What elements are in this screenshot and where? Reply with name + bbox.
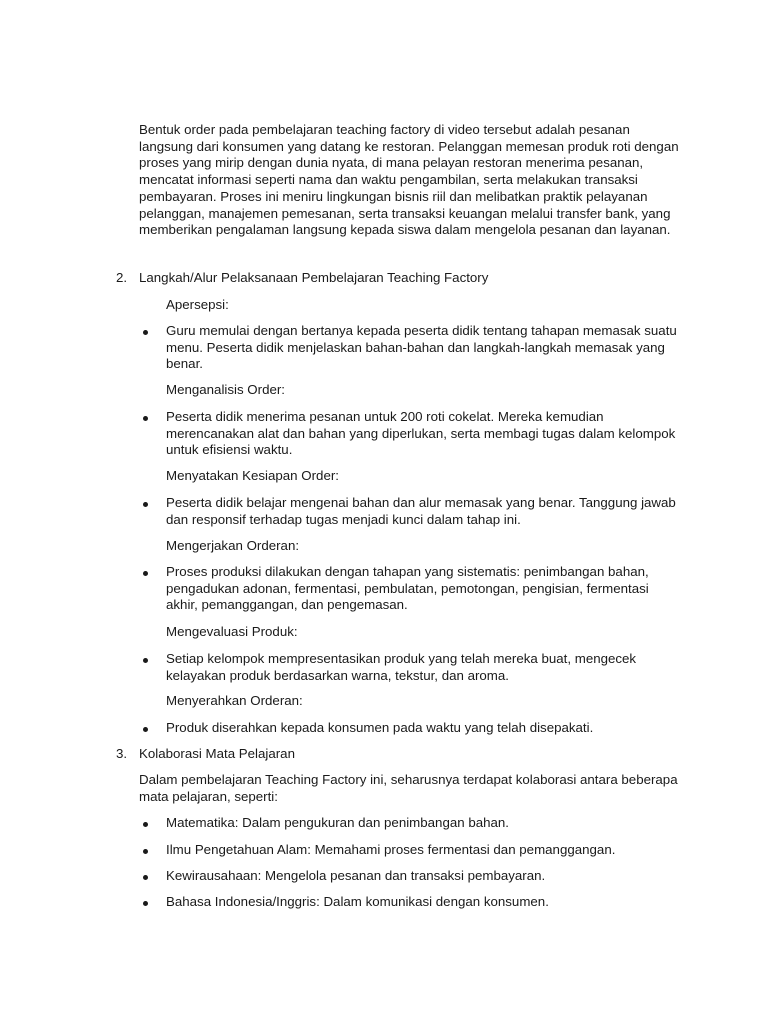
step-heading-apersepsi: Apersepsi: [166,297,229,312]
step-bullet-menganalisis-order [143,409,678,459]
section-2-number: 2. [116,270,128,285]
bullet-icon [143,502,148,507]
section-3-number: 3. [116,746,128,761]
bullet-text: Peserta didik belajar mengenai bahan dan alur memasak yang benar. Tanggung jawab dan responsif terhadap tugas menjadi kunci dalam tahap ini. [166,495,676,527]
bullet-text: Proses produksi dilakukan dengan tahapan yang sistematis: penimbangan bahan, pengadukan adonan, fermentasi, pembulatan, pemotongan, pengisian, fermentasi akhir, pemanggangan, dan pengemasan. [166,564,649,613]
bullet-icon [143,727,148,732]
bullet-icon [143,901,148,906]
collab-bullet-bahasa [143,894,678,911]
bullet-icon [143,822,148,827]
bullet-icon [143,571,148,576]
bullet-icon [143,875,148,880]
bullet-text: Produk diserahkan kepada konsumen pada waktu yang telah disepakati. [166,720,594,735]
bullet-text: Guru memulai dengan bertanya kepada peserta didik tentang tahapan memasak suatu menu. Peserta didik menjelaskan bahan-bahan dan langkah-langkah memasak yang benar. [166,323,677,372]
bullet-icon [143,416,148,421]
step-bullet-mengerjakan-orderan [143,564,678,614]
intro-paragraph: Bentuk order pada pembelajaran teaching factory di video tersebut adalah pesanan langsung dari konsumen yang datang ke restoran. Pelanggan memesan produk roti dengan proses yang mirip dengan dunia nyata, di mana pelayan restoran menerima pesanan, mencatat informasi seperti nama dan waktu pengambilan, serta melakukan transaksi pembayaran. Proses ini meniru lingkungan bisnis riil dan melibatkan praktik pelayanan pelanggan, manajemen pemesanan, serta transaksi keuangan melalui transfer bank, yang memberikan pengalaman langsung kepada siswa dalam mengelola pesanan dan layanan. [139,122,679,238]
section-3-heading [116,746,295,763]
step-bullet-kesiapan-order [143,495,678,528]
bullet-icon [143,330,148,335]
step-heading-mengerjakan-orderan: Mengerjakan Orderan: [166,538,300,553]
bullet-text: Peserta didik menerima pesanan untuk 200 roti cokelat. Mereka kemudian merencanakan alat dan bahan yang diperlukan, serta membagi tugas dalam kelompok untuk efisiensi waktu. [166,409,676,458]
bullet-text: Setiap kelompok mempresentasikan produk yang telah mereka buat, mengecek kelayakan produk berdasarkan warna, tekstur, dan aroma. [166,651,637,683]
bullet-text: Ilmu Pengetahuan Alam: Memahami proses fermentasi dan pemanggangan. [166,842,616,857]
step-heading-menyerahkan-orderan: Menyerahkan Orderan: [166,693,303,708]
collab-bullet-ipa [143,842,678,859]
bullet-icon [143,849,148,854]
section-3-title: Kolaborasi Mata Pelajaran [139,746,295,761]
section-2-heading [116,270,488,287]
step-bullet-mengevaluasi-produk [143,651,678,684]
bullet-text: Matematika: Dalam pengukuran dan penimbangan bahan. [166,815,509,830]
section-3-paragraph: Dalam pembelajaran Teaching Factory ini, seharusnya terdapat kolaborasi antara beberapa mata pelajaran, seperti: [139,772,678,804]
step-heading-menganalisis-order: Menganalisis Order: [166,382,285,397]
collab-bullet-matematika [143,815,678,832]
bullet-text: Bahasa Indonesia/Inggris: Dalam komunikasi dengan konsumen. [166,894,549,909]
step-bullet-apersepsi [143,323,678,373]
bullet-text: Kewirausahaan: Mengelola pesanan dan transaksi pembayaran. [166,868,546,883]
section-2-title: Langkah/Alur Pelaksanaan Pembelajaran Teaching Factory [139,270,489,285]
collab-bullet-kewirausahaan [143,868,678,885]
step-heading-kesiapan-order: Menyatakan Kesiapan Order: [166,468,339,483]
bullet-icon [143,658,148,663]
step-bullet-menyerahkan-orderan [143,720,678,737]
step-heading-mengevaluasi-produk: Mengevaluasi Produk: [166,624,298,639]
